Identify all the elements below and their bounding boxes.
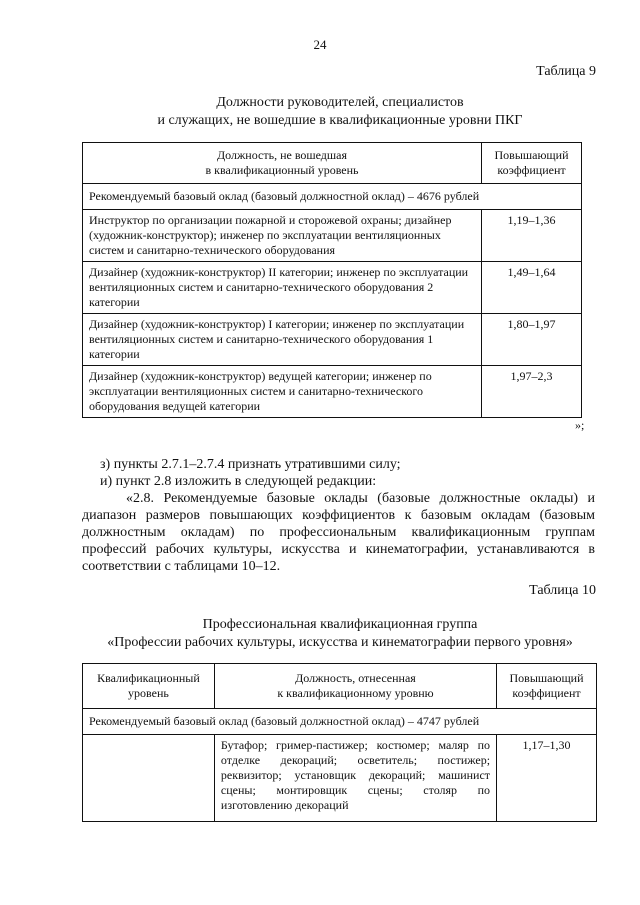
table10-label: Таблица 10 [529,583,596,598]
table-row [83,262,582,314]
table10-header-coef-line1: Повышающий [509,671,584,685]
table9-header-coef-line2: коэффициент [497,163,566,177]
table10-salary-cell: Рекомендуемый базовый оклад (базовый должностной оклад) – 4747 рублей [83,709,597,735]
table10-title [60,616,620,652]
table10-header-position-line1: Должность, отнесенная [295,671,416,685]
table-row [83,735,597,822]
table10-salary-row [83,709,597,735]
table10-header-row [83,664,597,709]
table10-level-cell [83,735,215,822]
table9-coef-cell: 1,19–1,36 [482,210,582,262]
table9-header-position-line1: Должность, не вошедшая [217,148,348,162]
table9-header-row [83,143,582,184]
table9-header-position [83,143,482,184]
table10-header-level [83,664,215,709]
table9-title [80,94,600,130]
table9-position-cell: Дизайнер (художник-конструктор) ведущей категории; инженер по эксплуатации вентиляционных систем и санитарно-технического оборудования ведущей категории [83,366,482,418]
table10-header-position [214,664,496,709]
table10-header-level-line2: уровень [128,686,169,700]
table9-title-line2: и служащих, не вошедшие в квалификационные уровни ПКГ [157,113,523,128]
table10-header-position-line2: к квалификационному уровню [277,686,434,700]
table10-header-coef-line2: коэффициент [512,686,581,700]
table9-header-position-line2: в квалификационный уровень [205,163,359,177]
table10 [82,663,597,822]
table10-positions-cell: Бутафор; гример-пастижер; костюмер; маляр по отделке декораций; осветитель; постижер; реквизитор; установщик декораций; машинист сцены; монтировщик сцены; столяр по изготовлению декораций [214,735,496,822]
table10-title-line1: Профессиональная квалификационная группа [202,617,478,632]
table9-title-line1: Должности руководителей, специалистов [216,95,464,110]
table9-header-coef-line1: Повышающий [494,148,569,162]
table-row [83,366,582,418]
table9-coef-cell: 1,97–2,3 [482,366,582,418]
paragraph-item-z: з) пункты 2.7.1–2.7.4 признать утратившими силу; [100,457,401,472]
table9-salary-row [83,184,582,210]
table10-header-coef [497,664,597,709]
table9-position-cell: Дизайнер (художник-конструктор) II категории; инженер по эксплуатации вентиляционных систем и санитарно-технического оборудования 2 категории [83,262,482,314]
table9-closing-mark: »; [575,418,585,432]
table-row [83,314,582,366]
table9-header-coef [482,143,582,184]
table9-label: Таблица 9 [536,64,596,79]
page-number: 24 [313,37,327,52]
paragraph-item-i: и) пункт 2.8 изложить в следующей редакции: [100,474,377,489]
table10-title-line2: «Профессии рабочих культуры, искусства и кинематографии первого уровня» [107,635,573,650]
table-row [83,210,582,262]
table9-position-cell: Дизайнер (художник-конструктор) I категории; инженер по эксплуатации вентиляционных систем и санитарно-технического оборудования 1 категории [83,314,482,366]
table10-coef-cell: 1,17–1,30 [497,735,597,822]
table10-header-level-line1: Квалификационный [97,671,200,685]
table9-position-cell: Инструктор по организации пожарной и сторожевой охраны; дизайнер (художник-конструктор); инженер по эксплуатации вентиляционных систем и санитарно-технического оборудования [83,210,482,262]
table9-coef-cell: 1,80–1,97 [482,314,582,366]
table9 [82,142,582,418]
paragraph-quote: «2.8. Рекомендуемые базовые оклады (базовые должностные оклады) и диапазон размеров повышающих коэффициентов к базовым окладам (базовым должностным окладам) по профессиональным квалификационным группам профессий рабочих культуры, искусства и кинематографии, устанавливаются в соответствии с таблицами 10–12. [82,491,595,574]
table9-coef-cell: 1,49–1,64 [482,262,582,314]
table9-salary-cell: Рекомендуемый базовый оклад (базовый должностной оклад) – 4676 рублей [83,184,582,210]
